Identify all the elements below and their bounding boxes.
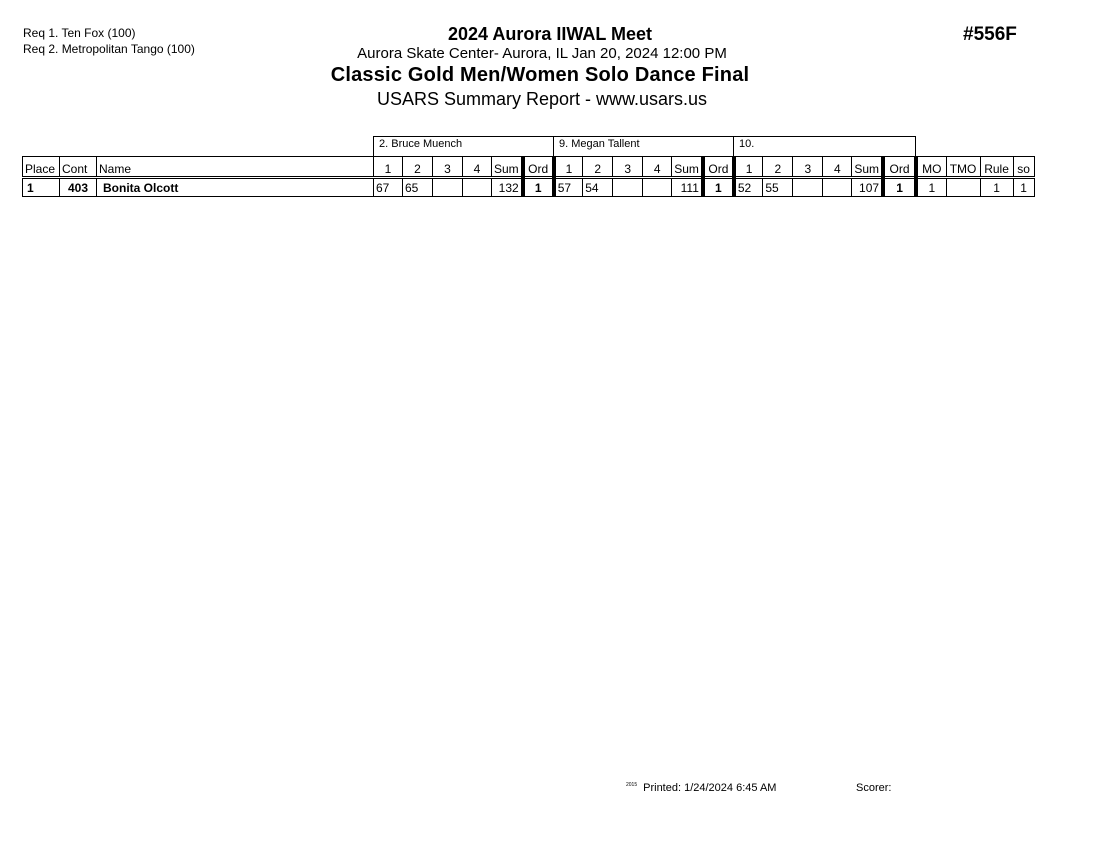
col-j3-s4: 4 (823, 157, 852, 178)
j3-score2: 55 (763, 178, 793, 197)
col-j1-ord: Ord (523, 157, 554, 178)
j1-score2: 65 (403, 178, 433, 197)
meet-title: 2024 Aurora IIWAL Meet (447, 24, 653, 44)
col-j2-ord: Ord (703, 157, 734, 178)
col-j1-s1: 1 (374, 157, 403, 178)
col-j2-sum: Sum (672, 157, 703, 178)
j2-ord: 1 (703, 178, 734, 197)
col-j3-ord: Ord (883, 157, 916, 178)
scorer-label: Scorer: (856, 782, 892, 794)
printed-timestamp: Printed: 1/24/2024 6:45 AM (643, 782, 777, 794)
results-table (22, 156, 1035, 197)
col-j3-s2: 2 (763, 157, 793, 178)
version-code: 2015 (626, 782, 638, 788)
cont-cell: 403 (60, 178, 97, 197)
j1-score4 (463, 178, 492, 197)
j3-sum: 107 (852, 178, 883, 197)
j3-score3 (793, 178, 823, 197)
col-j1-sum: Sum (492, 157, 523, 178)
judge-header-3: 10. (733, 136, 916, 156)
so-cell: 1 (1013, 178, 1034, 197)
skater-name: Bonita Olcott (97, 178, 374, 197)
j1-ord: 1 (523, 178, 554, 197)
j2-score3 (613, 178, 643, 197)
col-j1-s2: 2 (403, 157, 433, 178)
requirement-2: Req 2. Metropolitan Tango (100) (23, 42, 195, 56)
col-j2-s1: 1 (554, 157, 583, 178)
venue-line: Aurora Skate Center- Aurora, IL Jan 20, 2024 12:00 PM (357, 45, 727, 62)
col-j2-s3: 3 (613, 157, 643, 178)
j1-sum: 132 (492, 178, 523, 197)
col-so: so (1013, 157, 1034, 178)
j2-score1: 57 (554, 178, 583, 197)
col-place: Place (23, 157, 60, 178)
col-mo: MO (916, 157, 946, 178)
col-j3-sum: Sum (852, 157, 883, 178)
table-row (23, 178, 1035, 197)
printed-info (626, 782, 776, 794)
j2-sum: 111 (672, 178, 703, 197)
col-j2-s2: 2 (583, 157, 613, 178)
col-name: Name (97, 157, 374, 178)
j2-score4 (643, 178, 672, 197)
judge-header-1: 2. Bruce Muench (373, 136, 554, 156)
requirement-1: Req 1. Ten Fox (100) (23, 26, 136, 40)
j2-score2: 54 (583, 178, 613, 197)
col-tmo: TMO (946, 157, 980, 178)
col-j3-s1: 1 (734, 157, 763, 178)
judge-header-2: 9. Megan Tallent (553, 136, 734, 156)
report-title: USARS Summary Report - www.usars.us (376, 89, 708, 109)
mo-cell: 1 (916, 178, 946, 197)
tmo-cell (946, 178, 980, 197)
j3-ord: 1 (883, 178, 916, 197)
col-cont: Cont (60, 157, 97, 178)
j3-score1: 52 (734, 178, 763, 197)
col-j3-s3: 3 (793, 157, 823, 178)
event-number: #556F (963, 24, 1017, 45)
col-j1-s3: 3 (433, 157, 463, 178)
event-title: Classic Gold Men/Women Solo Dance Final (330, 64, 750, 86)
col-j1-s4: 4 (463, 157, 492, 178)
header-row (23, 157, 1035, 178)
j1-score1: 67 (374, 178, 403, 197)
col-j2-s4: 4 (643, 157, 672, 178)
place-cell: 1 (23, 178, 60, 197)
j3-score4 (823, 178, 852, 197)
j1-score3 (433, 178, 463, 197)
rule-cell: 1 (980, 178, 1013, 197)
col-rule: Rule (980, 157, 1013, 178)
